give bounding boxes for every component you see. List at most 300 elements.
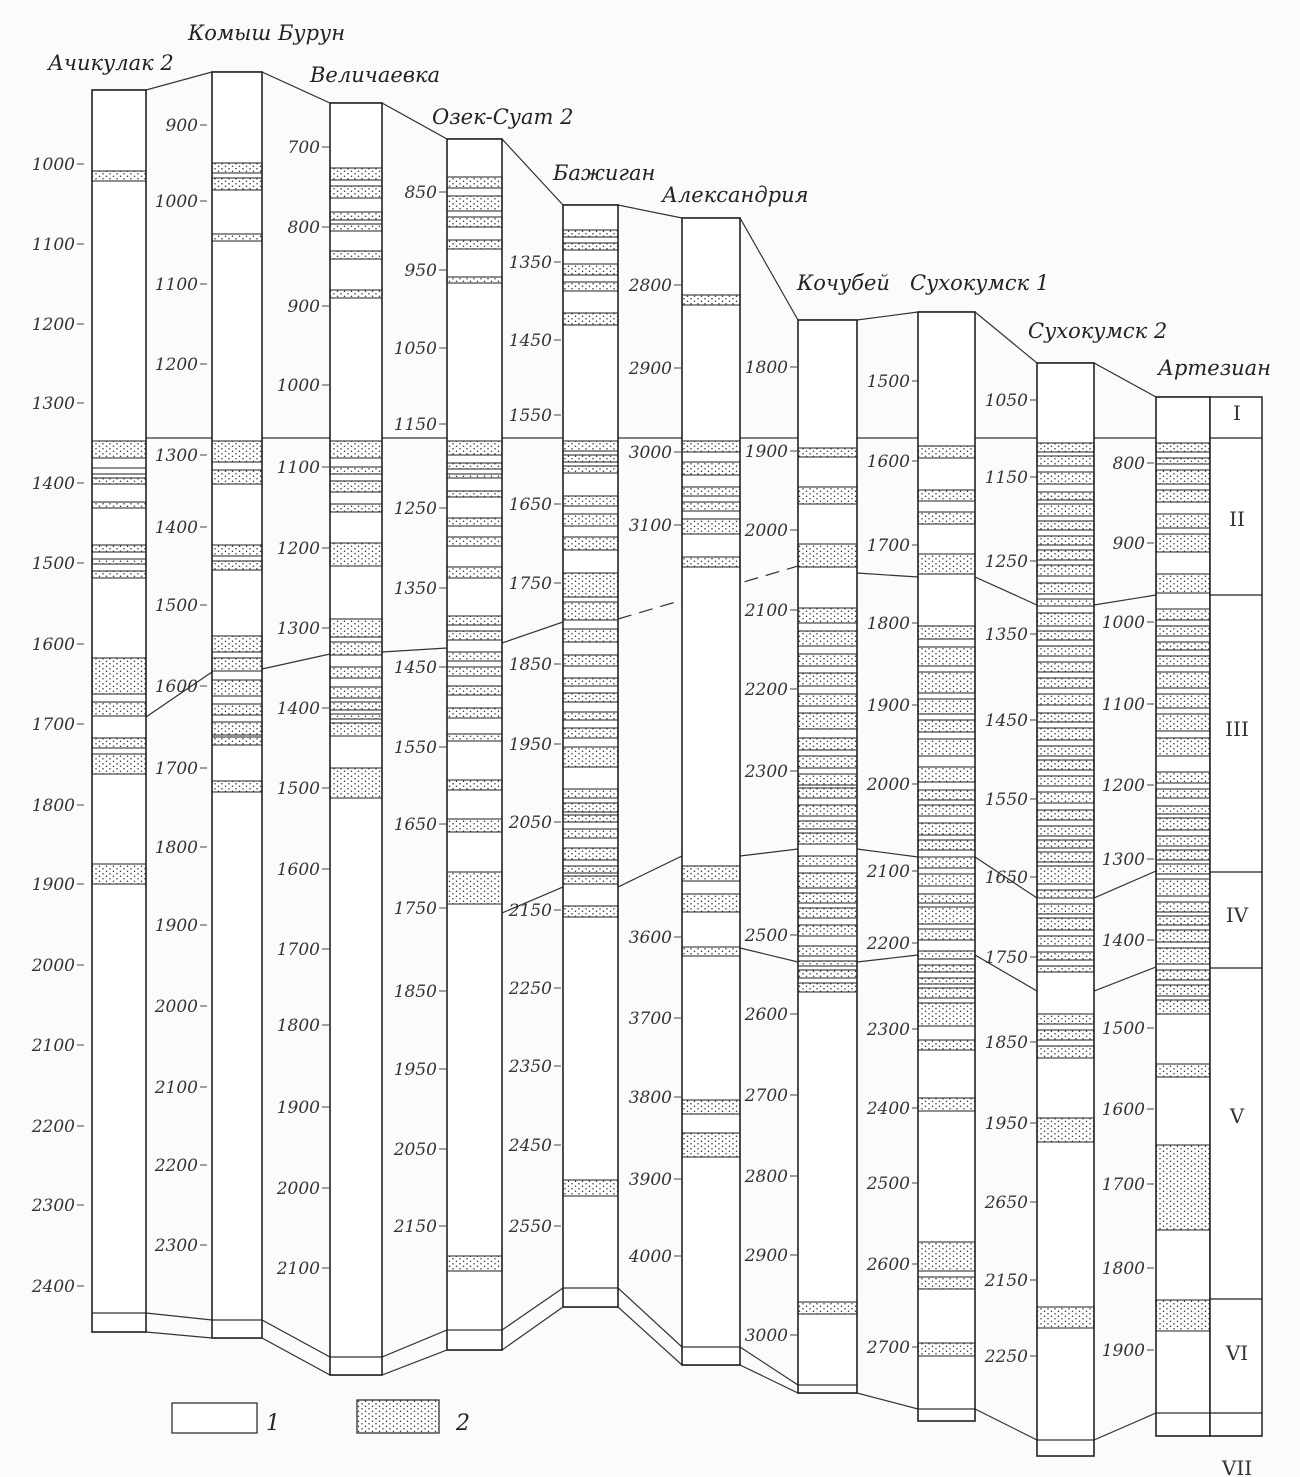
depth-tick-label: 3600 <box>628 928 672 948</box>
sand-bed <box>798 961 857 966</box>
depth-tick-label: 2150 <box>984 1271 1028 1291</box>
depth-tick-label: 950 <box>404 261 437 281</box>
sand-bed <box>682 1100 740 1114</box>
depth-tick-label: 1150 <box>393 415 437 435</box>
sand-bed <box>1156 1064 1210 1077</box>
sand-bed <box>1156 738 1210 756</box>
depth-tick-label: 2450 <box>508 1136 552 1156</box>
sand-bed <box>1037 504 1094 516</box>
depth-tick-label: 1200 <box>31 315 75 335</box>
sand-bed <box>1037 1307 1094 1328</box>
sand-bed <box>798 805 857 816</box>
depth-tick-label: 1200 <box>154 355 198 375</box>
sand-bed <box>563 815 618 822</box>
sand-bed <box>447 652 502 661</box>
sand-bed <box>447 474 502 478</box>
sand-bed <box>918 512 975 524</box>
sand-bed <box>447 567 502 578</box>
sand-bed <box>918 1098 975 1111</box>
depth-tick-label: 2400 <box>866 1099 910 1119</box>
sand-bed <box>1156 609 1210 620</box>
sand-bed <box>682 947 740 956</box>
sand-bed <box>447 217 502 227</box>
well-name-label: Ачикулак 2 <box>48 51 174 75</box>
sand-bed <box>1037 952 1094 960</box>
depth-tick-label: 2300 <box>866 1020 910 1040</box>
sand-bed <box>798 631 857 646</box>
sand-bed <box>1156 574 1210 593</box>
depth-scale <box>866 372 919 1358</box>
sand-bed <box>682 519 740 534</box>
sand-bed <box>447 616 502 625</box>
sand-bed <box>212 178 262 190</box>
depth-tick-label: 2550 <box>508 1217 552 1237</box>
legend-plain-swatch <box>172 1403 257 1433</box>
sand-bed <box>682 441 740 452</box>
sand-bed <box>1037 760 1094 770</box>
depth-tick-label: 1250 <box>984 552 1028 572</box>
sand-bed <box>918 739 975 756</box>
depth-tick-label: 1400 <box>1101 931 1145 951</box>
sand-bed <box>798 654 857 666</box>
depth-scale <box>984 391 1037 1367</box>
depth-tick-label: 1500 <box>1101 1019 1145 1039</box>
well-name-label: Бажиган <box>553 161 656 185</box>
depth-tick-label: 4000 <box>628 1247 672 1267</box>
sand-bed <box>1156 970 1210 980</box>
sand-bed <box>563 747 618 767</box>
depth-tick-label: 1500 <box>276 779 320 799</box>
sand-bed <box>918 446 975 458</box>
depth-tick-label: 3000 <box>744 1326 788 1346</box>
sand-bed <box>330 619 382 637</box>
sand-bed <box>1156 836 1210 846</box>
sand-bed <box>1037 1014 1094 1024</box>
depth-tick-label: 2900 <box>744 1246 788 1266</box>
depth-tick-label: 2300 <box>31 1196 75 1216</box>
depth-tick-label: 1800 <box>31 796 75 816</box>
well-column <box>1156 397 1210 1436</box>
sand-bed <box>798 673 857 686</box>
depth-tick-label: 2200 <box>866 934 910 954</box>
sand-bed <box>798 893 857 903</box>
sand-bed <box>563 282 618 291</box>
sand-bed <box>330 168 382 180</box>
depth-tick-label: 3900 <box>628 1170 672 1190</box>
sand-bed <box>330 481 382 492</box>
sand-bed <box>212 163 262 173</box>
depth-tick-label: 2600 <box>744 1005 788 1025</box>
depth-tick-label: 800 <box>1112 454 1145 474</box>
sand-bed <box>330 441 382 458</box>
sand-bed <box>1037 492 1094 500</box>
sand-bed <box>447 1256 502 1271</box>
sand-bed <box>447 872 502 904</box>
sand-bed <box>798 908 857 918</box>
sand-bed <box>563 496 618 506</box>
sand-bed <box>447 177 502 188</box>
sand-bed <box>330 467 382 474</box>
depth-tick-label: 900 <box>1112 534 1145 554</box>
sand-bed <box>682 295 740 305</box>
sand-bed <box>1156 985 1210 996</box>
depth-tick-label: 2700 <box>744 1086 788 1106</box>
sand-bed <box>212 781 262 792</box>
sand-bed <box>1037 936 1094 946</box>
sand-bed <box>1156 1000 1210 1014</box>
well-column <box>682 218 740 1365</box>
depth-tick-label: 700 <box>287 138 320 158</box>
depth-tick-label: 1600 <box>276 860 320 880</box>
well-name-label: Сухокумск 1 <box>910 271 1050 295</box>
depth-tick-label: 2050 <box>508 813 552 833</box>
sand-bed <box>1037 456 1094 466</box>
well-name-label: Озек-Суат 2 <box>432 105 574 129</box>
sand-bed <box>563 514 618 526</box>
well-name-label: Артезиан <box>1158 356 1272 380</box>
sand-bed <box>1037 1118 1094 1142</box>
depth-tick-label: 2900 <box>628 359 672 379</box>
depth-tick-label: 1850 <box>508 655 552 675</box>
depth-tick-label: 1000 <box>154 192 198 212</box>
well-column <box>212 72 262 1338</box>
depth-tick-label: 1000 <box>1101 613 1145 633</box>
sand-bed <box>447 734 502 741</box>
sand-bed <box>918 554 975 574</box>
sand-bed <box>1037 746 1094 756</box>
sand-bed <box>92 864 146 884</box>
sand-bed <box>212 441 262 462</box>
sand-bed <box>1037 521 1094 530</box>
sand-bed <box>330 642 382 655</box>
sand-bed <box>563 866 618 873</box>
depth-tick-label: 2100 <box>744 601 788 621</box>
depth-tick-label: 1550 <box>393 738 437 758</box>
depth-tick-label: 2250 <box>508 979 552 999</box>
well-column <box>798 320 857 1393</box>
depth-tick-label: 1750 <box>393 899 437 919</box>
sand-bed <box>1037 918 1094 930</box>
depth-tick-label: 1300 <box>154 446 198 466</box>
depth-tick-label: 1800 <box>276 1016 320 1036</box>
depth-tick-label: 1500 <box>154 596 198 616</box>
sand-bed <box>563 728 618 738</box>
sand-bed <box>92 545 146 552</box>
depth-tick-label: 1600 <box>31 635 75 655</box>
sand-bed <box>798 487 857 504</box>
well-column-body <box>682 218 740 1365</box>
sand-bed <box>92 571 146 578</box>
sand-bed <box>1156 948 1210 964</box>
depth-tick-label: 1150 <box>984 468 1028 488</box>
depth-tick-label: 2250 <box>984 1347 1028 1367</box>
depth-tick-label: 1300 <box>31 394 75 414</box>
depth-scale <box>276 138 329 1279</box>
sand-bed <box>798 544 857 567</box>
sand-bed <box>1037 550 1094 560</box>
depth-tick-label: 1600 <box>866 452 910 472</box>
depth-tick-label: 1750 <box>508 574 552 594</box>
sand-bed <box>447 491 502 497</box>
sand-bed <box>1156 514 1210 528</box>
sand-bed <box>212 680 262 696</box>
sand-bed <box>918 720 975 732</box>
depth-tick-label: 2000 <box>276 1179 320 1199</box>
depth-tick-label: 2000 <box>866 775 910 795</box>
well-column-body <box>447 139 502 1350</box>
sand-bed <box>798 873 857 888</box>
depth-tick-label: 1900 <box>866 696 910 716</box>
depth-tick-label: 1000 <box>31 155 75 175</box>
sand-bed <box>798 856 857 866</box>
sand-bed <box>330 714 382 719</box>
depth-tick-label: 1950 <box>393 1060 437 1080</box>
depth-scale <box>393 183 446 1237</box>
depth-tick-label: 2200 <box>744 680 788 700</box>
depth-tick-label: 1400 <box>31 474 75 494</box>
sand-bed <box>798 448 857 457</box>
sand-bed <box>1037 536 1094 545</box>
sand-bed <box>1037 1030 1094 1040</box>
zone-label: II <box>1229 507 1245 531</box>
depth-tick-label: 1950 <box>984 1114 1028 1134</box>
sand-bed <box>1037 678 1094 688</box>
sand-bed <box>918 1040 975 1050</box>
sand-bed <box>212 737 262 745</box>
sand-bed <box>1156 864 1210 874</box>
sand-bed <box>1037 662 1094 672</box>
sand-bed <box>918 1277 975 1289</box>
sand-bed <box>798 756 857 768</box>
sand-bed <box>1156 534 1210 552</box>
sand-bed <box>1156 1145 1210 1230</box>
sand-bed <box>1156 789 1210 798</box>
sand-bed <box>92 559 146 564</box>
sand-bed <box>798 833 857 844</box>
depth-tick-label: 2600 <box>866 1255 910 1275</box>
sand-bed <box>92 738 146 748</box>
sand-bed <box>563 803 618 812</box>
sand-bed <box>212 658 262 671</box>
sand-bed <box>447 196 502 211</box>
sand-bed <box>330 224 382 231</box>
depth-tick-label: 2400 <box>31 1277 75 1297</box>
sand-bed <box>447 463 502 469</box>
depth-tick-label: 1850 <box>393 982 437 1002</box>
depth-tick-label: 2300 <box>744 762 788 782</box>
sand-bed <box>92 478 146 484</box>
sand-bed <box>92 502 146 508</box>
sand-bed <box>563 602 618 620</box>
sand-bed <box>1037 966 1094 972</box>
sand-bed <box>447 537 502 546</box>
depth-scale <box>628 276 681 1267</box>
sand-bed <box>447 708 502 718</box>
sand-bed <box>918 490 975 501</box>
sand-bed <box>1156 656 1210 666</box>
depth-tick-label: 1600 <box>1101 1100 1145 1120</box>
depth-tick-label: 1600 <box>154 677 198 697</box>
sand-bed <box>563 441 618 451</box>
sand-bed <box>330 768 382 798</box>
sand-bed <box>1037 904 1094 914</box>
sand-bed <box>798 608 857 623</box>
depth-tick-label: 2000 <box>744 521 788 541</box>
sand-bed <box>212 470 262 484</box>
sand-bed <box>1037 792 1094 803</box>
depth-tick-label: 2100 <box>154 1078 198 1098</box>
legend-label-1: 1 <box>266 1411 280 1436</box>
sand-bed <box>798 774 857 785</box>
depth-tick-label: 2500 <box>744 926 788 946</box>
sand-bed <box>1037 826 1094 836</box>
depth-tick-label: 1100 <box>276 458 320 478</box>
depth-tick-label: 1800 <box>866 614 910 634</box>
depth-tick-label: 1850 <box>984 1033 1028 1053</box>
sand-bed <box>1037 583 1094 594</box>
sand-bed <box>1156 902 1210 912</box>
depth-tick-label: 1900 <box>744 442 788 462</box>
sand-bed <box>563 629 618 642</box>
depth-tick-label: 1450 <box>508 331 552 351</box>
sand-bed <box>918 907 975 924</box>
sand-bed <box>918 929 975 940</box>
sand-bed <box>212 722 262 735</box>
sand-bed <box>563 655 618 666</box>
sand-bed <box>918 857 975 868</box>
sand-bed <box>563 466 618 473</box>
well-column <box>447 139 502 1350</box>
sand-bed <box>92 658 146 694</box>
depth-tick-label: 2000 <box>31 956 75 976</box>
sand-bed <box>682 866 740 881</box>
sand-bed <box>563 848 618 860</box>
sand-bed <box>330 504 382 512</box>
sand-bed <box>918 823 975 835</box>
depth-scale <box>154 116 207 1256</box>
sand-bed <box>1156 930 1210 942</box>
depth-tick-label: 1700 <box>1101 1175 1145 1195</box>
sand-bed <box>1156 672 1210 688</box>
sand-bed <box>918 699 975 714</box>
depth-scale <box>31 155 84 1297</box>
depth-tick-label: 1650 <box>508 495 552 515</box>
sand-bed <box>563 573 618 597</box>
sand-bed <box>92 441 146 458</box>
depth-tick-label: 2100 <box>276 1259 320 1279</box>
sand-bed <box>330 186 382 198</box>
sand-bed <box>682 894 740 912</box>
depth-tick-label: 1200 <box>1101 776 1145 796</box>
sand-bed <box>1156 879 1210 896</box>
sand-bed <box>1156 458 1210 464</box>
depth-tick-label: 850 <box>404 183 437 203</box>
depth-tick-label: 2100 <box>866 862 910 882</box>
zone-label: V <box>1229 1104 1245 1128</box>
depth-tick-label: 2500 <box>866 1174 910 1194</box>
sand-bed <box>563 906 618 917</box>
sand-bed <box>1037 866 1094 884</box>
sand-bed <box>330 543 382 566</box>
sand-bed <box>563 313 618 325</box>
sand-bed <box>563 789 618 798</box>
depth-tick-label: 1900 <box>276 1098 320 1118</box>
depth-tick-label: 2700 <box>866 1338 910 1358</box>
sand-bed <box>212 636 262 652</box>
sand-bed <box>682 462 740 475</box>
correlation-line <box>857 573 1156 605</box>
sand-bed <box>798 970 857 978</box>
depth-scale <box>508 253 561 1237</box>
sand-bed <box>682 487 740 496</box>
sand-bed <box>1037 810 1094 820</box>
well-name-label: Величаевка <box>310 63 441 87</box>
well-column <box>330 103 382 1375</box>
sand-bed <box>798 1302 857 1314</box>
depth-tick-label: 800 <box>287 218 320 238</box>
sand-bed <box>798 925 857 936</box>
zone-label: IV <box>1225 903 1249 927</box>
depth-tick-label: 2350 <box>508 1057 552 1077</box>
depth-tick-label: 1400 <box>154 518 198 538</box>
depth-tick-label: 1250 <box>393 499 437 519</box>
sand-bed <box>330 212 382 220</box>
sand-bed <box>1037 852 1094 862</box>
sand-bed <box>1037 776 1094 786</box>
sand-bed <box>212 704 262 715</box>
depth-tick-label: 1550 <box>984 790 1028 810</box>
depth-tick-label: 1700 <box>866 536 910 556</box>
zone-label: VI <box>1225 1341 1249 1365</box>
sand-bed <box>798 821 857 829</box>
sand-bed <box>1037 694 1094 705</box>
sand-bed <box>1156 443 1210 452</box>
sand-bed <box>212 545 262 556</box>
legend <box>172 1400 470 1436</box>
depth-tick-label: 3100 <box>628 516 672 536</box>
sand-bed <box>918 626 975 639</box>
sand-bed <box>1037 613 1094 626</box>
sand-bed <box>1037 728 1094 740</box>
depth-tick-label: 1200 <box>276 539 320 559</box>
sand-bed <box>212 561 262 570</box>
sand-bed <box>563 243 618 250</box>
depth-tick-label: 2800 <box>628 276 672 296</box>
sand-bed <box>682 1133 740 1157</box>
depth-tick-label: 1450 <box>984 711 1028 731</box>
zone-label: I <box>1233 401 1241 425</box>
sand-bed <box>918 874 975 886</box>
depth-tick-label: 1100 <box>154 275 198 295</box>
sand-bed <box>798 694 857 706</box>
sand-bed <box>563 876 618 884</box>
zone-label: VII <box>1221 1456 1253 1477</box>
sand-bed <box>447 819 502 832</box>
well-column <box>563 205 618 1307</box>
sand-bed <box>330 723 382 736</box>
depth-tick-label: 1900 <box>1101 1341 1145 1361</box>
depth-tick-label: 1900 <box>31 875 75 895</box>
sand-bed <box>330 251 382 259</box>
sand-bed <box>1156 490 1210 502</box>
sand-bed <box>1156 916 1210 925</box>
sand-bed <box>1037 631 1094 640</box>
sand-bed <box>563 829 618 838</box>
depth-tick-label: 3700 <box>628 1009 672 1029</box>
sand-bed <box>798 983 857 992</box>
depth-tick-label: 3000 <box>628 443 672 463</box>
sand-bed <box>563 455 618 462</box>
